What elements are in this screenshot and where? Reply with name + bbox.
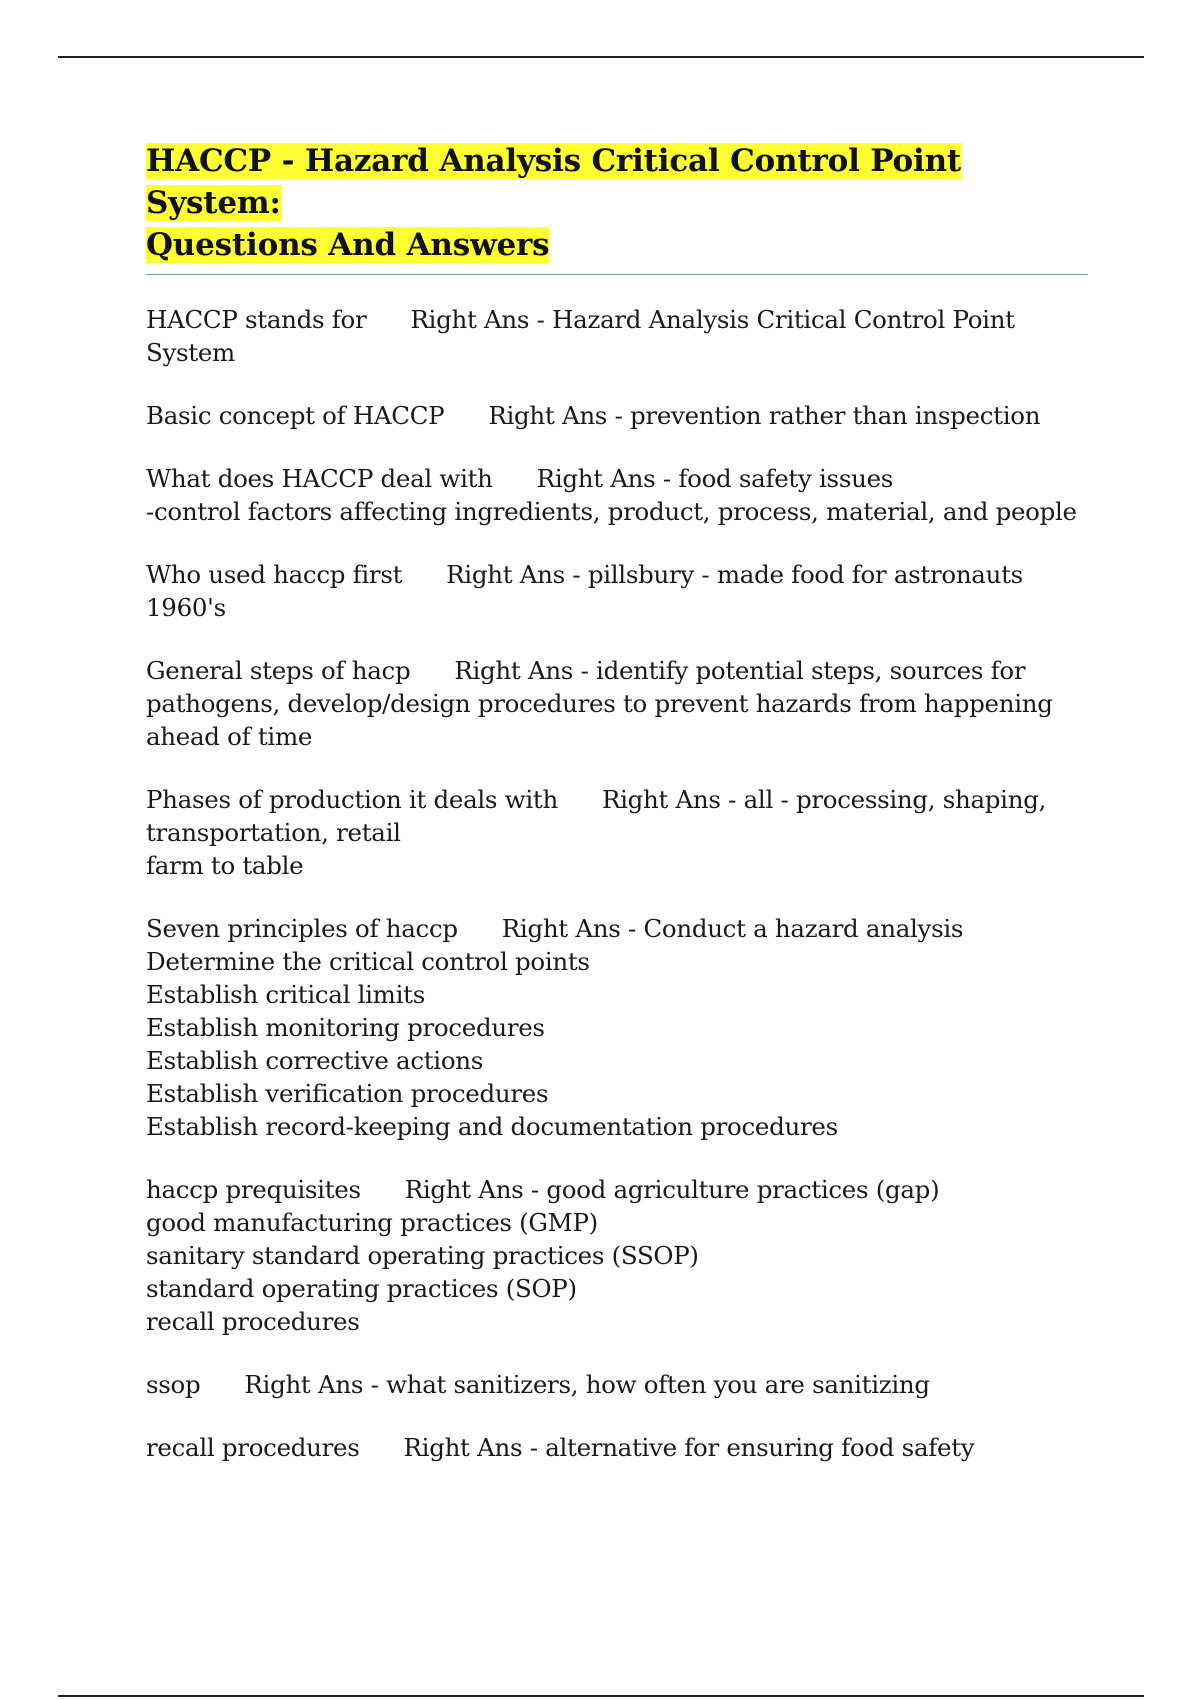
answer-continuation-line: ahead of time — [146, 722, 313, 751]
title-line-2: Questions And Answers — [146, 227, 550, 263]
answer-text: Right Ans - what sanitizers, how often you are sanitizing — [244, 1370, 930, 1399]
answer-continuation-line: 1960's — [146, 593, 226, 622]
title-underline — [146, 274, 1088, 275]
question-text: Phases of production it deals with — [146, 785, 558, 814]
qa-item — [146, 462, 1096, 528]
question-text: haccp prequisites — [146, 1175, 361, 1204]
answer-continuation-line: Determine the critical control points — [146, 947, 590, 976]
answer-text: Right Ans - identify potential steps, sources for — [454, 656, 1026, 685]
qa-first-line — [146, 558, 1096, 591]
qa-item — [146, 303, 1096, 369]
answer-text: Right Ans - good agriculture practices (gap) — [404, 1175, 940, 1204]
answer-continuation-line: good manufacturing practices (GMP) — [146, 1208, 598, 1237]
answer-continuation-line: farm to table — [146, 851, 304, 880]
page-bottom-rule — [58, 1695, 1144, 1697]
answer-text: Right Ans - Conduct a hazard analysis — [501, 914, 964, 943]
qa-list — [146, 303, 1096, 1464]
qa-item — [146, 654, 1096, 753]
question-text: ssop — [146, 1370, 201, 1399]
answer-continuation-line: Establish monitoring procedures — [146, 1013, 545, 1042]
question-text: HACCP stands for — [146, 305, 367, 334]
qa-first-line — [146, 1431, 1096, 1464]
answer-continuation-line: Establish critical limits — [146, 980, 425, 1009]
qa-item — [146, 1431, 1096, 1464]
answer-continuation-line: Establish verification procedures — [146, 1079, 549, 1108]
qa-first-line — [146, 303, 1096, 369]
qa-first-line — [146, 783, 1096, 816]
answer-continuation-line: transportation, retail — [146, 818, 401, 847]
question-text: What does HACCP deal with — [146, 464, 493, 493]
page-top-rule — [58, 56, 1144, 58]
answer-text: Right Ans - all - processing, shaping, — [601, 785, 1047, 814]
question-text: Basic concept of HACCP — [146, 401, 445, 430]
answer-continuation-line: recall procedures — [146, 1307, 360, 1336]
question-text: Seven principles of haccp — [146, 914, 458, 943]
document-title — [146, 140, 1096, 266]
qa-item — [146, 399, 1096, 432]
qa-item — [146, 558, 1096, 624]
answer-text: Right Ans - Hazard Analysis Critical Control Point System — [146, 305, 1015, 367]
answer-continuation-line: Establish record-keeping and documentation procedures — [146, 1112, 838, 1141]
qa-item — [146, 1173, 1096, 1338]
qa-first-line — [146, 654, 1096, 687]
answer-continuation-line: -control factors affecting ingredients, product, process, material, and people — [146, 497, 1077, 526]
answer-continuation-line: sanitary standard operating practices (SSOP) — [146, 1241, 699, 1270]
question-text: Who used haccp first — [146, 560, 403, 589]
answer-text: Right Ans - prevention rather than inspection — [488, 401, 1041, 430]
qa-item — [146, 912, 1096, 1143]
title-line-1: HACCP - Hazard Analysis Critical Control Point System: — [146, 143, 962, 221]
answer-continuation-line: standard operating practices (SOP) — [146, 1274, 577, 1303]
answer-text: Right Ans - food safety issues — [536, 464, 894, 493]
qa-first-line — [146, 1368, 1096, 1401]
answer-text: Right Ans - pillsbury - made food for astronauts — [446, 560, 1023, 589]
qa-first-line — [146, 399, 1096, 432]
qa-item — [146, 783, 1096, 882]
qa-item — [146, 1368, 1096, 1401]
document-body — [146, 140, 1096, 1464]
answer-continuation-line: Establish corrective actions — [146, 1046, 484, 1075]
question-text: General steps of hacp — [146, 656, 411, 685]
qa-first-line — [146, 1173, 1096, 1206]
qa-first-line — [146, 462, 1096, 495]
qa-first-line — [146, 912, 1096, 945]
answer-continuation-line: pathogens, develop/design procedures to prevent hazards from happening — [146, 689, 1053, 718]
answer-text: Right Ans - alternative for ensuring food safety — [403, 1433, 975, 1462]
question-text: recall procedures — [146, 1433, 360, 1462]
